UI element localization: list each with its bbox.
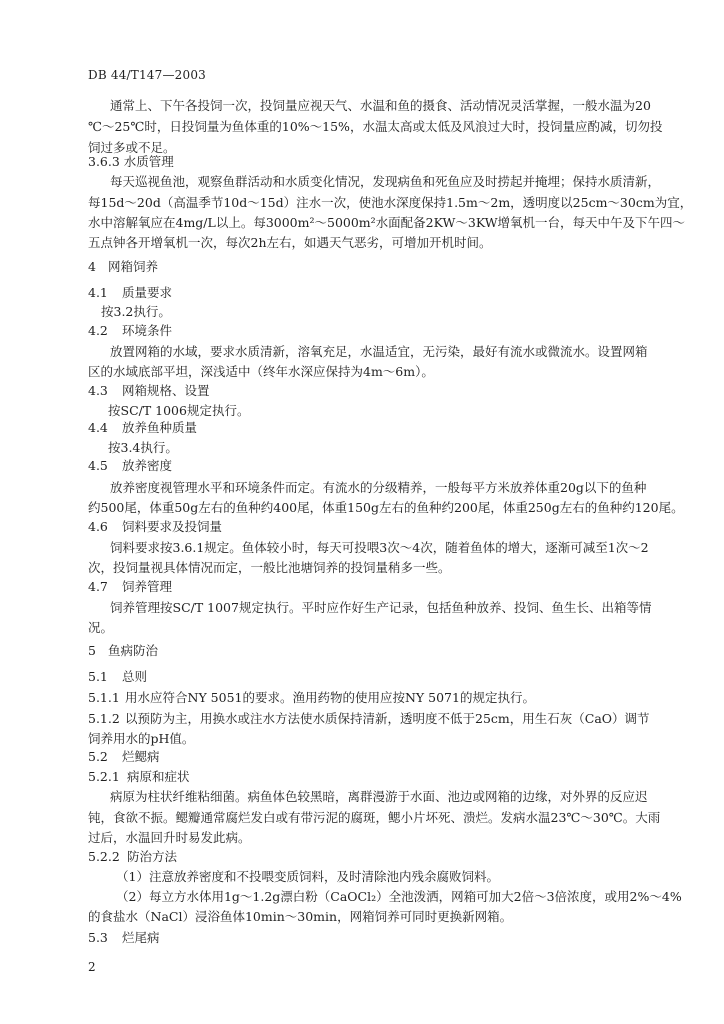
- section-heading: 总则: [122, 669, 148, 684]
- section-number: 4.7: [88, 579, 108, 594]
- paragraph-line: 次，投饲量视具体情况而定，一般比池塘饲养的投饲量稍多一些。: [88, 560, 451, 575]
- section-number: 5.3: [88, 930, 108, 945]
- paragraph-line: （1）注意放养密度和不投喂变质饲料，及时清除池内残余腐败饲料。: [116, 869, 499, 884]
- paragraph-line: 饲养用水的pH值。: [88, 731, 195, 746]
- section-heading: 放养密度: [122, 458, 173, 473]
- paragraph-line: （2）每立方水体用1g～1.2g漂白粉（CaOCl₂）全池泼洒，网箱可加大2倍～3倍浓度，或用2%～4%: [116, 889, 682, 904]
- paragraph-line: 饲养管理按SC/T 1007规定执行。平时应作好生产记录，包括鱼种放养、投饲、鱼生长、出箱等情: [110, 600, 652, 615]
- paragraph-line: 饲料要求按3.6.1规定。鱼体较小时，每天可投喂3次～4次，随着鱼体的增大，逐渐可减至1次～2: [110, 540, 649, 555]
- section-heading: 网箱饲养: [108, 259, 159, 274]
- section-heading: 烂鳃病: [122, 749, 160, 764]
- paragraph-line: 以预防为主，用换水或注水方法使水质保持清新，透明度不低于25cm，用生石灰（CaO）调节: [125, 711, 650, 726]
- section-heading: 环境条件: [122, 323, 173, 338]
- section-number: 4.2: [88, 323, 108, 338]
- paragraph-line: 按SC/T 1006规定执行。: [108, 403, 250, 418]
- section-heading: 3.6.3 水质管理: [88, 154, 174, 169]
- paragraph-line: 五点钟各开增氧机一次，每次2h左右，如遇天气恶劣，可增加开机时间。: [88, 235, 492, 250]
- section-number: 5.2: [88, 749, 108, 764]
- paragraph-line: 通常上、下午各投饲一次，投饲量应视天气、水温和鱼的摄食、活动情况灵活掌握，一般水温为20: [110, 98, 651, 113]
- section-heading: 病原和症状: [127, 769, 190, 784]
- paragraph-line: 钝，食欲不振。鳃瓣通常腐烂发白或有带污泥的腐斑，鳃小片坏死、溃烂。发病水温23℃～30℃。大雨: [88, 810, 661, 825]
- section-heading: 烂尾病: [122, 930, 160, 945]
- section-number: 5.1.1: [88, 690, 120, 705]
- section-number: 4.6: [88, 519, 108, 534]
- paragraph-line: 用水应符合NY 5051的要求。渔用药物的使用应按NY 5071的规定执行。: [125, 690, 535, 705]
- paragraph-line: 况。: [88, 620, 114, 635]
- page-number: 2: [88, 960, 96, 974]
- paragraph-line: 的食盐水（NaCl）浸浴鱼体10min～30min，网箱饲养可同时更换新网箱。: [88, 909, 513, 924]
- paragraph-line: 按3.4执行。: [108, 440, 178, 455]
- paragraph-line: 放养密度视管理水平和环境条件而定。有流水的分级精养，一般每平方米放养体重20g以下的鱼种: [110, 480, 647, 495]
- section-heading: 防治方法: [127, 849, 178, 864]
- paragraph-line: 病原为柱状纤维粘细菌。病鱼体色较黑暗，离群漫游于水面、池边或网箱的边缘，对外界的反应迟: [110, 789, 648, 804]
- section-heading: 质量要求: [122, 285, 173, 300]
- paragraph-line: 放置网箱的水域，要求水质清新，溶氧充足，水温适宜，无污染，最好有流水或微流水。设置网箱: [110, 344, 648, 359]
- paragraph-line: ℃～25℃时，日投饲量为鱼体重的10%～15%，水温太高或太低及风浪过大时，投饲量应酌减，切勿投: [88, 119, 663, 134]
- section-number: 5.2.2: [88, 849, 120, 864]
- paragraph-line: 每天巡视鱼池，观察鱼群活动和水质变化情况，发现病鱼和死鱼应及时捞起并掩埋；保持水质清新，: [110, 174, 661, 189]
- paragraph-line: 水中溶解氧应在4mg/L以上。每3000m²～5000m²水面配备2KW～3KW增氧机一台，每天中午及下午四～: [88, 215, 686, 230]
- paragraph-line: 饲过多或不足。: [88, 140, 176, 155]
- section-number: 4.3: [88, 383, 108, 398]
- section-heading: 饲料要求及投饲量: [122, 519, 223, 534]
- section-number: 5.2.1: [88, 769, 120, 784]
- paragraph-line: 约500尾，体重50g左右的鱼种约400尾，体重150g左右的鱼种约200尾，体重250g左右的鱼种约120尾。: [88, 500, 684, 515]
- section-number: 4.1: [88, 285, 108, 300]
- section-heading: 鱼病防治: [108, 643, 159, 658]
- section-number: 5: [88, 643, 96, 658]
- paragraph-line: 区的水域底部平坦，深浅适中（终年水深应保持为4m～6m）。: [88, 364, 434, 379]
- section-number: 5.1: [88, 669, 108, 684]
- section-number: 4.4: [88, 420, 108, 435]
- section-heading: 放养鱼种质量: [122, 420, 198, 435]
- section-number: 4: [88, 259, 96, 274]
- section-number: 4.5: [88, 458, 108, 473]
- section-heading: 饲养管理: [122, 579, 173, 594]
- section-number: 5.1.2: [88, 711, 120, 726]
- section-heading: 网箱规格、设置: [122, 383, 210, 398]
- paragraph-line: 按3.2执行。: [101, 304, 171, 319]
- paragraph-line: 每15d～20d（高温季节10d～15d）注水一次，使池水深度保持1.5m～2m，透明度以25cm～30cm为宜，: [88, 195, 693, 210]
- document-header-code: DB 44/T147—2003: [88, 68, 207, 82]
- paragraph-line: 过后，水温回升时易发此病。: [88, 830, 251, 845]
